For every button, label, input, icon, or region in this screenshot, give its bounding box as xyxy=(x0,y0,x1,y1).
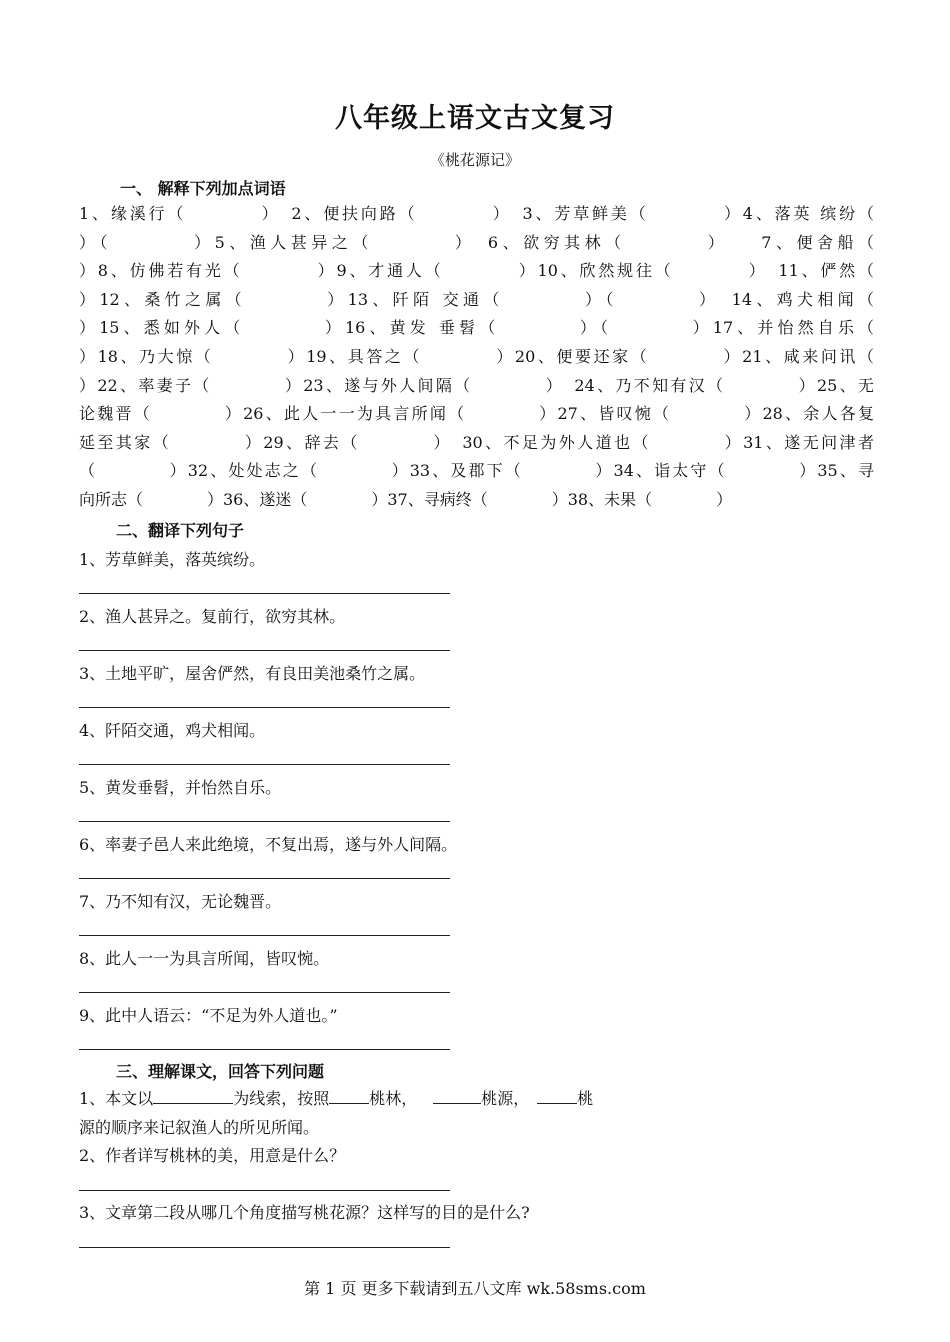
translate-item: 6、率妻子邑人来此绝境，不复出焉，遂与外人间隔。 xyxy=(79,835,458,854)
section1-heading: 一、 解释下列加点词语 xyxy=(120,179,286,198)
translate-item: 7、乃不知有汉，无论魏晋。 xyxy=(79,892,282,911)
section3-heading: 三、理解课文，回答下列问题 xyxy=(116,1062,325,1081)
vocab-line: ）15、悉如外人（ ）16、黄发 垂髫（ ）（ ）17、并怡然自乐（ xyxy=(79,318,874,338)
translate-item: 3、土地平旷，屋舍俨然，有良田美池桑竹之属。 xyxy=(79,664,426,683)
translate-item: 9、此中人语云：“不足为外人道也。” xyxy=(79,1006,338,1025)
q1-text-b: 为线索，按照 xyxy=(233,1089,330,1108)
vocab-line: ）8、仿佛若有光（ ）9、才通人（ ）10、欣然规往（ ） 11、俨然（ xyxy=(79,261,874,281)
q1-text-d: 桃源， xyxy=(481,1089,530,1108)
q1-text-c: 桃林， xyxy=(369,1089,418,1108)
q1-text-a: 1、本文以 xyxy=(79,1089,154,1108)
fill-blank xyxy=(329,1087,369,1104)
translate-item: 8、此人一一为具言所闻，皆叹惋。 xyxy=(79,949,330,968)
section2-heading: 二、翻译下列句子 xyxy=(116,521,245,540)
answer-line xyxy=(79,707,450,708)
vocab-line: （ ）32、处处志之（ ）33、及郡下（ ）34、诣太守（ ）35、寻 xyxy=(79,461,874,481)
vocab-line: ）18、乃大惊（ ）19、具答之（ ）20、便要还家（ ）21、咸来问讯（ xyxy=(79,346,874,366)
vocab-line: 延至其家（ ）29、辞去（ ） 30、不足为外人道也（ ）31、遂无问津者 xyxy=(79,432,874,452)
answer-line xyxy=(79,821,450,822)
answer-line xyxy=(79,764,450,765)
fill-blank xyxy=(537,1087,577,1104)
vocab-line: ）22、率妻子（ ）23、遂与外人间隔（ ） 24、乃不知有汉（ ）25、无 xyxy=(79,375,874,395)
page-subtitle: 《桃花源记》 xyxy=(429,151,520,169)
q1-text-e: 桃 xyxy=(577,1089,594,1108)
page-title: 八年级上语文古文复习 xyxy=(335,103,615,134)
translate-item: 2、渔人甚异之。复前行，欲穷其林。 xyxy=(79,607,346,626)
translate-item: 1、芳草鲜美，落英缤纷。 xyxy=(79,550,266,569)
vocab-line: ）（ ）5、渔人甚异之（ ） 6、欲穷其林（ ） 7、便舍船（ xyxy=(79,232,874,252)
question-1 xyxy=(79,1086,593,1109)
answer-line xyxy=(79,593,450,594)
question-2: 2、作者详写桃林的美，用意是什么？ xyxy=(79,1146,346,1165)
page-footer: 第 1 页 更多下载请到五八文库 wk.58sms.com xyxy=(304,1279,646,1298)
fill-blank xyxy=(433,1087,481,1104)
question-3: 3、文章第二段从哪几个角度描写桃花源？这样写的目的是什么? xyxy=(79,1203,530,1222)
answer-line xyxy=(79,935,450,936)
answer-line xyxy=(79,878,450,879)
answer-line xyxy=(79,992,450,993)
answer-line xyxy=(79,1190,450,1191)
vocab-line: 1、缘溪行（ ） 2、便扶向路（ ） 3、芳草鲜美（ ）4、落英 缤纷（ xyxy=(79,204,874,223)
translate-item: 5、黄发垂髫，并怡然自乐。 xyxy=(79,778,282,797)
vocab-line: 向所志（ ）36、遂迷（ ）37、寻病终（ ）38、未果（ ） xyxy=(79,489,733,509)
fill-blank xyxy=(153,1087,233,1104)
vocab-line: ）12、桑竹之属（ ）13、阡陌 交通（ ）（ ） 14、鸡犬相闻（ xyxy=(79,289,874,309)
question-1-cont: 源的顺序来记叙渔人的所见所闻。 xyxy=(79,1118,320,1137)
answer-line xyxy=(79,1247,450,1248)
answer-line xyxy=(79,650,450,651)
answer-line xyxy=(79,1049,450,1050)
vocab-list xyxy=(79,200,874,515)
vocab-line: 论魏晋（ ）26、此人一一为具言所闻（ ）27、皆叹惋（ ）28、余人各复 xyxy=(79,404,874,424)
translate-item: 4、阡陌交通，鸡犬相闻。 xyxy=(79,721,266,740)
